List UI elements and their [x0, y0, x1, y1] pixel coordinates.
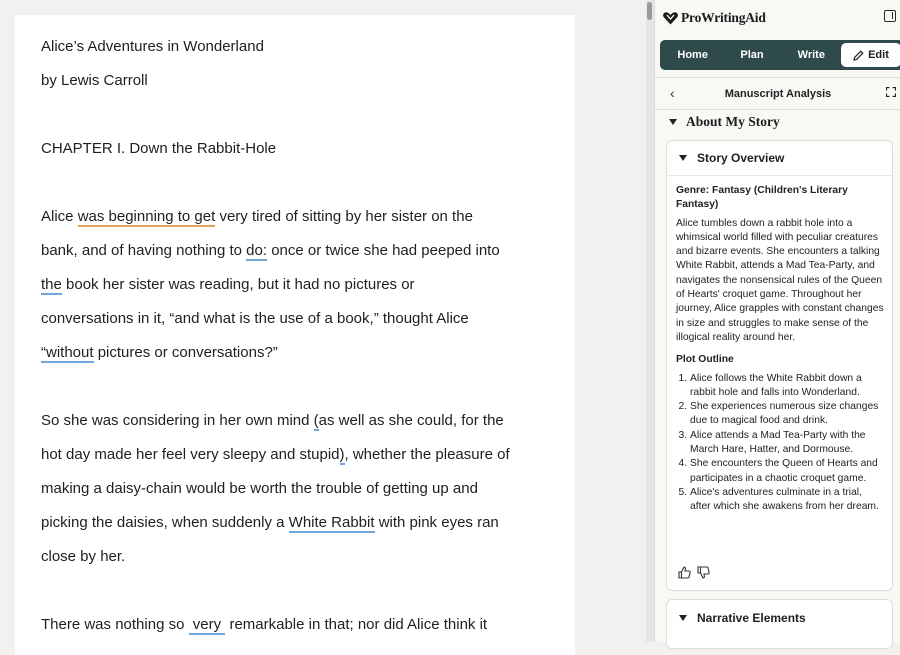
doc-line: making a daisy-chain would be worth the trouble of getting up and	[41, 480, 478, 497]
prowritingaid-panel	[654, 0, 900, 642]
grammar-suggestion[interactable]: White Rabbit	[288, 514, 375, 531]
section-title: About My Story	[686, 114, 780, 129]
brand	[663, 9, 766, 27]
thumbs-down-icon[interactable]	[697, 566, 710, 579]
story-overview-card	[666, 140, 893, 591]
about-my-story-toggle[interactable]	[669, 114, 780, 130]
doc-line: So she was considering in her own mind (as well as she could, for the	[41, 412, 504, 429]
nav-plan[interactable]: Plan	[740, 49, 764, 61]
style-suggestion[interactable]: was beginning to get	[77, 208, 216, 225]
nav-edit-label: Edit	[868, 49, 889, 61]
doc-line: bank, and of having nothing to do: once or twice she had peeped into	[41, 242, 500, 259]
subheader-title: Manuscript Analysis	[724, 88, 832, 100]
main-nav	[660, 40, 900, 70]
story-overview-header[interactable]	[667, 141, 892, 176]
story-summary: Alice tumbles down a rabbit hole into a whimsical world filled with peculiar creatures and bizarre events. She encounters a talking White Rabbit, attends a Mad Tea-Party, and navigates the nonsensical rules of the Queen of Hearts' croquet game. Throughout her journey, Alice grapples with constant changes in size and struggles to make sense of the illogical reality around her.	[676, 217, 884, 343]
caret-down-icon	[679, 615, 687, 621]
brand-name: ProWritingAid	[681, 10, 766, 25]
chevron-left-icon[interactable]: ‹	[670, 85, 675, 101]
scrollbar-thumb[interactable]	[647, 2, 652, 20]
plot-outline-list	[676, 372, 884, 515]
grammar-suggestion[interactable]: do:	[246, 242, 268, 259]
doc-line: picking the daisies, when suddenly a White Rabbit with pink eyes ran	[41, 514, 499, 531]
caret-down-icon	[679, 155, 687, 161]
grammar-suggestion[interactable]: )	[339, 446, 345, 463]
narrative-elements-title: Narrative Elements	[697, 610, 806, 625]
list-item: 1. Alice follows the White Rabbit down a rabbit hole and falls into Wonderland.	[690, 372, 884, 401]
grammar-suggestion[interactable]: the	[41, 276, 62, 293]
nav-edit[interactable]	[841, 43, 900, 67]
grammar-suggestion[interactable]: very	[188, 616, 226, 633]
nav-write[interactable]: Write	[797, 49, 825, 61]
doc-line: conversations in it, “and what is the use of a book,” thought Alice	[41, 310, 469, 327]
doc-line: Alice was beginning to get very tired of sitting by her sister on the	[41, 208, 473, 225]
list-item: 5. Alice's adventures culminate in a trial, after which she awakens from her dream.	[690, 486, 884, 515]
caret-down-icon	[669, 119, 677, 125]
expand-icon[interactable]	[886, 87, 896, 97]
thumbs-up-icon[interactable]	[678, 566, 691, 579]
scrollbar-track[interactable]	[646, 0, 654, 642]
story-overview-title: Story Overview	[697, 151, 785, 165]
plot-outline-title: Plot Outline	[676, 354, 734, 366]
list-item: 4. She encounters the Queen of Hearts and participates in a chaotic croquet game.	[690, 457, 884, 486]
sidebar-collapse-icon[interactable]	[884, 10, 896, 22]
feedback-buttons	[678, 566, 710, 579]
doc-line: “without pictures or conversations?”	[41, 344, 278, 361]
heart-logo-icon	[663, 12, 678, 25]
grammar-suggestion[interactable]: “without	[41, 344, 94, 361]
grammar-suggestion[interactable]: (	[313, 412, 319, 429]
doc-line: There was nothing so very remarkable in that; nor did Alice think it	[41, 616, 488, 633]
doc-line: hot day made her feel very sleepy and stupid), whether the pleasure of	[41, 446, 510, 463]
nav-home[interactable]: Home	[677, 49, 708, 61]
pencil-icon	[853, 50, 864, 61]
list-item: 3. Alice attends a Mad Tea-Party with the March Hare, Hatter, and Dormouse.	[690, 429, 884, 458]
panel-subheader	[655, 77, 900, 110]
doc-title: Alice’s Adventures in Wonderland	[41, 38, 264, 55]
doc-line: the book her sister was reading, but it had no pictures or	[41, 276, 415, 293]
story-overview-body	[667, 176, 892, 515]
document-page[interactable]	[15, 15, 575, 655]
list-item: 2. She experiences numerous size changes due to magical food and drink.	[690, 400, 884, 429]
doc-chapter: CHAPTER I. Down the Rabbit-Hole	[41, 140, 277, 157]
doc-line: close by her.	[41, 548, 126, 565]
genre-text: Genre: Fantasy (Children's Literary Fantasy)	[676, 185, 848, 211]
narrative-elements-header[interactable]	[667, 600, 892, 635]
doc-author: by Lewis Carroll	[41, 72, 148, 89]
